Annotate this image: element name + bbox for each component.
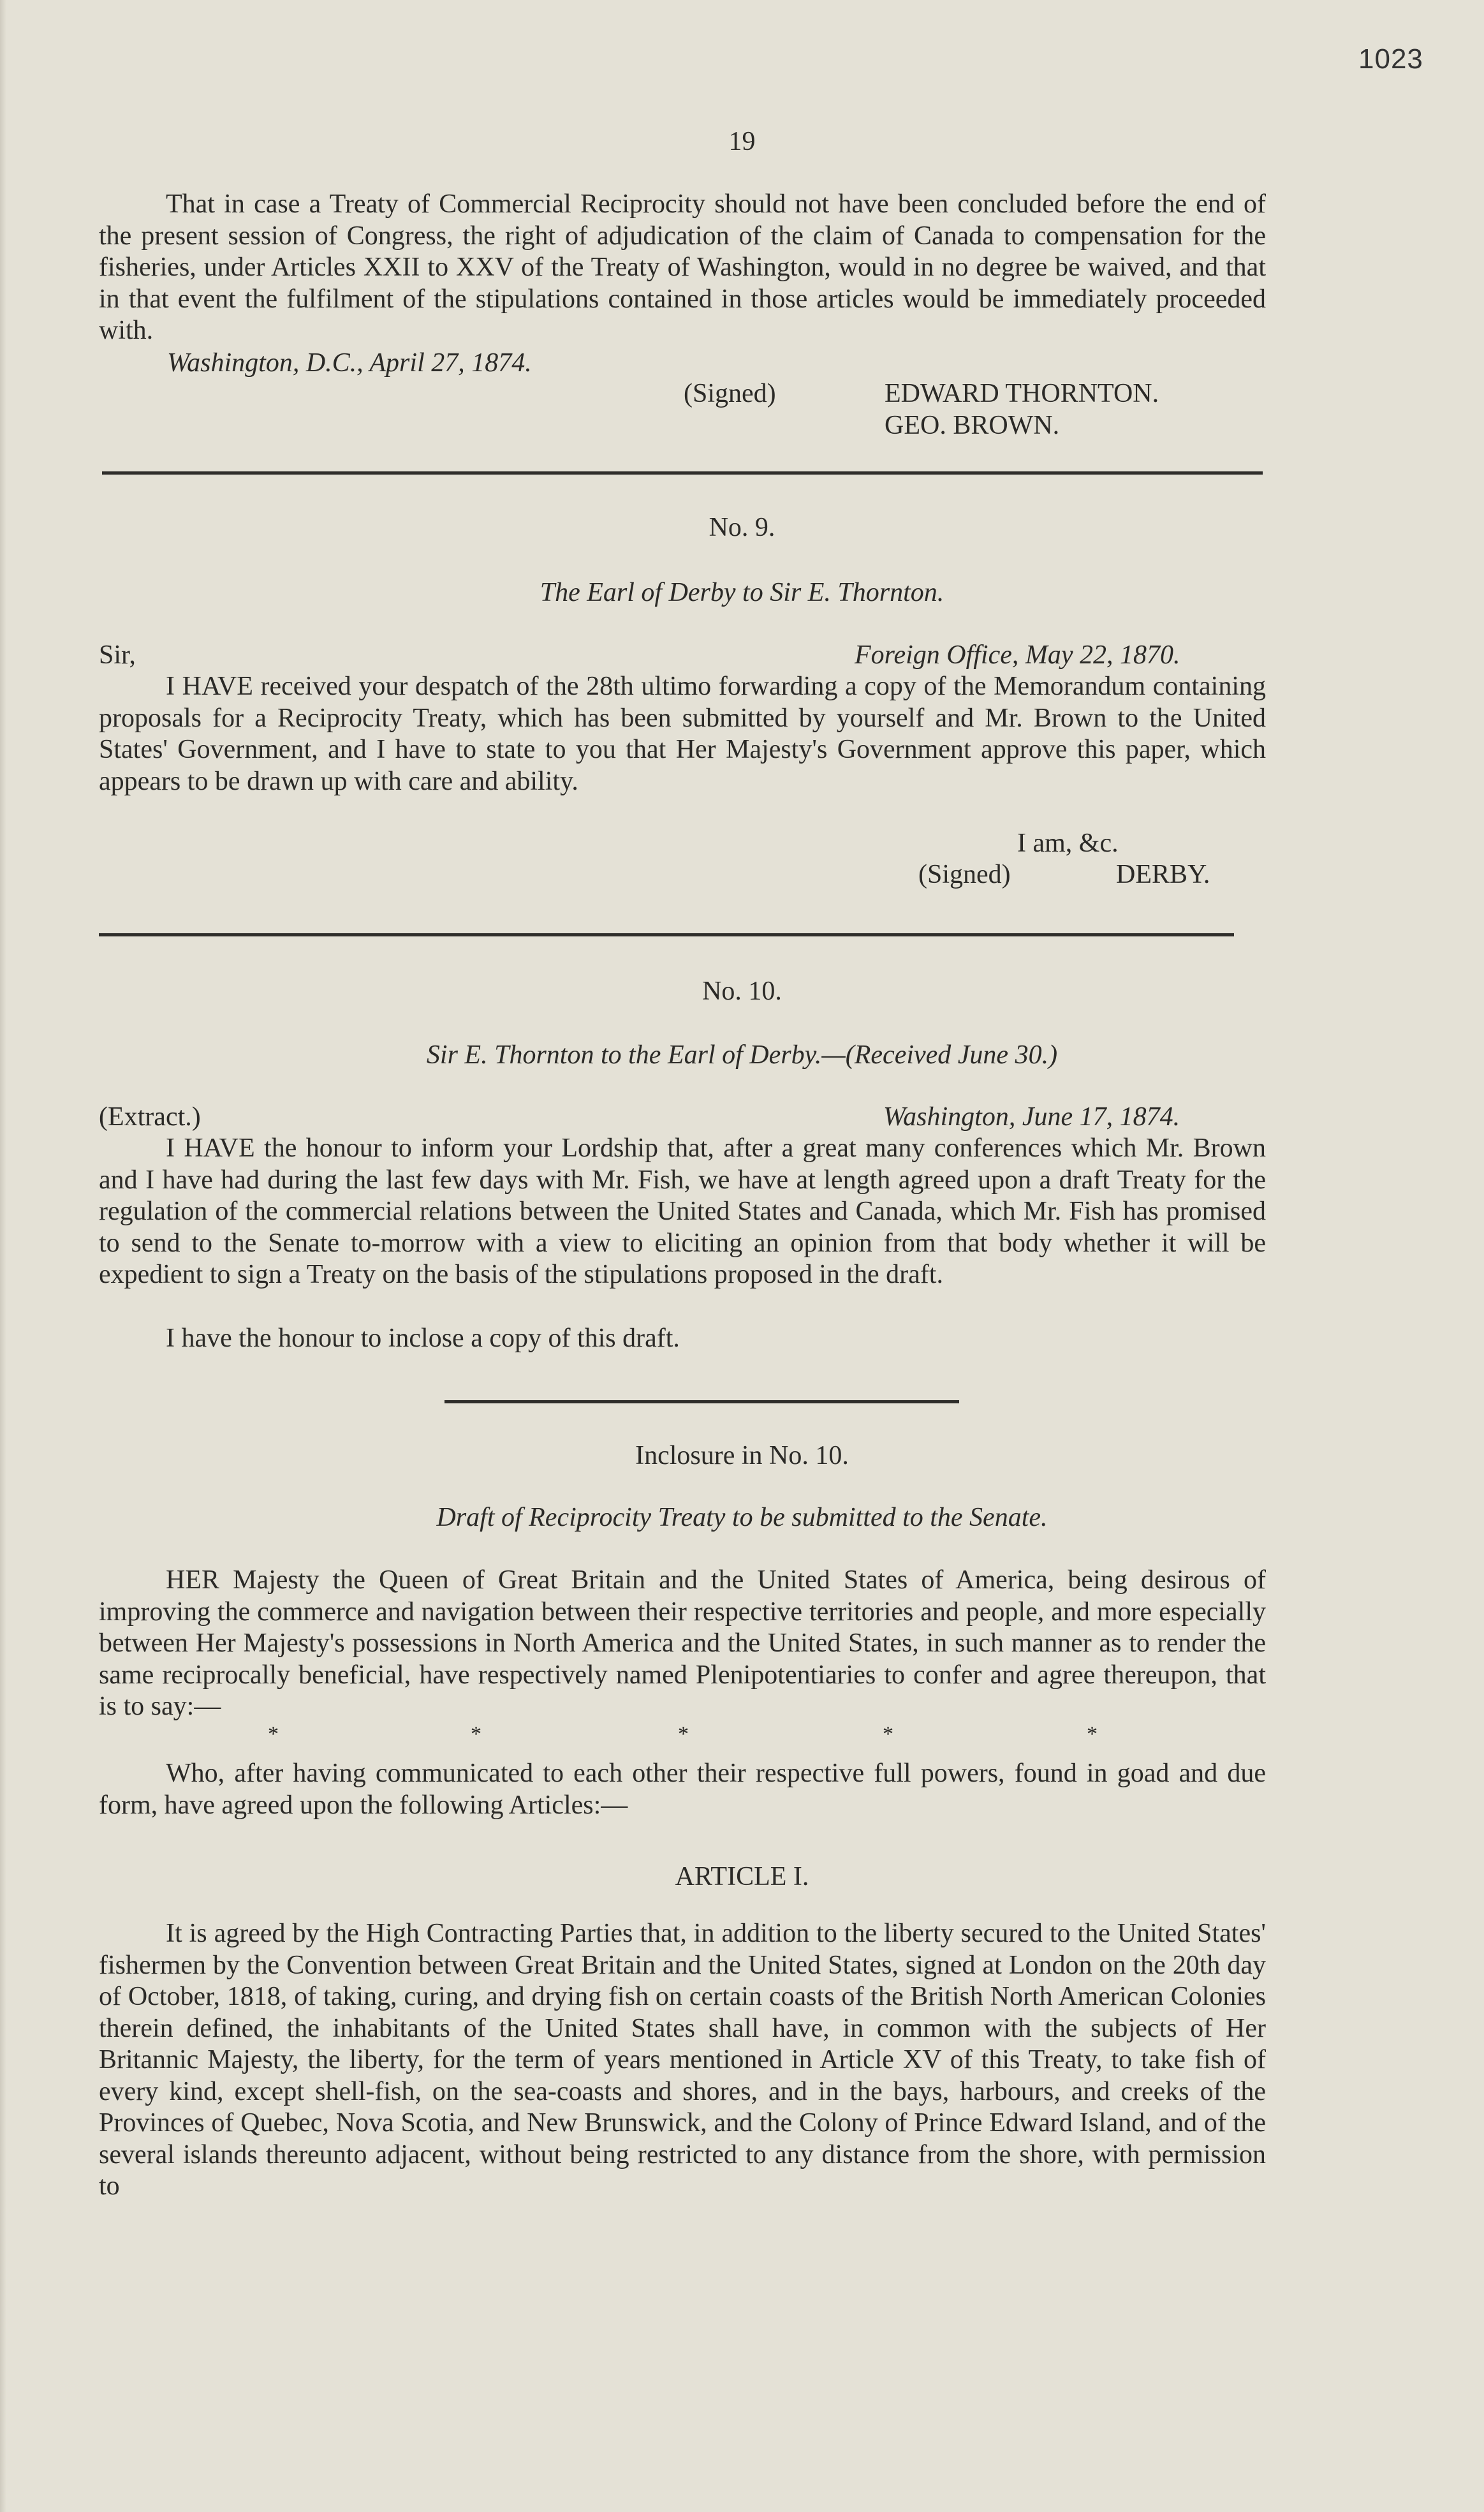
no10-body-2: I have the honour to inclose a copy of this draft. <box>166 1324 680 1353</box>
no9-heading: No. 9. <box>709 513 775 542</box>
no9-body-block <box>99 671 1266 797</box>
page-stamp: 1023 <box>1358 43 1423 75</box>
article-text-block <box>99 1918 1266 2203</box>
star-mark: * <box>1087 1722 1098 1746</box>
no10-body: I HAVE the honour to inform your Lordship that, after a great many conferences which Mr. Brown and I have had during the last few days with Mr. Fish, we have at length agreed upon a draft Treaty for the regulation of the commercial relations between the United States and Canada, which Mr. Fish has promised to send to the Senate to-morrow with a view to eliciting an opinion from that body whether it will be expedient to sign a Treaty on the basis of the stipulations proposed in the draft. <box>99 1134 1266 1289</box>
no9-body: I HAVE received your despatch of the 28th ultimo forwarding a copy of the Memorandum containing proposals for a Reciprocity Treaty, which has been submitted by yourself and Mr. Brown to the United States' Government, and I have to state to you that Her Majesty's Government approve this paper, which appears to be drawn up with care and ability. <box>99 672 1266 796</box>
inclosure-powers-block <box>99 1758 1266 1821</box>
section-divider <box>99 933 1234 936</box>
no10-heading: No. 10. <box>702 977 782 1006</box>
ellipsis-stars <box>0 1722 1484 1748</box>
section-divider-short <box>444 1400 959 1403</box>
article-text: It is agreed by the High Contracting Parties that, in addition to the liberty secured to the United States' fishermen by the Convention between Great Britain and the United States, signed at London on the 20th day of October, 1818, of taking, curing, and drying fish on certain coasts of the British North American Colonies therein defined, the inhabitants of the United States shall have, in common with the subjects of Her Britannic Majesty, the liberty, for the term of years mentioned in Article XV of this Treaty, to take fish of every kind, except shell-fish, on the sea-coasts and shores, and in the bays, harbours, and creeks of the Provinces of Quebec, Nova Scotia, and New Brunswick, and the Colony of Prince Edward Island, and of the several islands thereunto adjacent, without being restricted to any distance from the shore, with permission to <box>99 1919 1266 2201</box>
star-mark: * <box>678 1722 689 1746</box>
no10-extract-label: (Extract.) <box>99 1102 201 1132</box>
no10-subheading: Sir E. Thornton to the Earl of Derby.—(Received June 30.) <box>426 1040 1058 1070</box>
inclosure-powers: Who, after having communicated to each other their respective full powers, found in goad and due form, have agreed upon the following Articles:— <box>99 1759 1266 1820</box>
no9-signed-label: (Signed) <box>918 860 1011 889</box>
opening-paragraph: That in case a Treaty of Commercial Reciprocity should not have been concluded before the end of the present session of Congress, the right of adjudication of the claim of Canada to compensation for the fisheries, under Articles XXII to XXV of the Treaty of Washington, would in no degree be waived, and that in that event the fulfilment of the stipulations contained in those articles would be immediately proceeded with. <box>99 189 1266 345</box>
inclosure-heading: Inclosure in No. 10. <box>635 1441 849 1470</box>
article-heading: ARTICLE I. <box>675 1862 809 1891</box>
star-mark: * <box>471 1722 481 1746</box>
no9-subheading: The Earl of Derby to Sir E. Thornton. <box>540 578 944 607</box>
opening-paragraph-block <box>99 189 1266 347</box>
page-edge <box>0 0 6 2512</box>
page-number: 19 <box>728 127 756 156</box>
no9-closing: I am, &c. <box>1017 829 1119 858</box>
signatory-brown: GEO. BROWN. <box>885 411 1060 440</box>
no10-dateline: Washington, June 17, 1874. <box>883 1102 1180 1132</box>
no9-signatory: DERBY. <box>1116 860 1210 889</box>
no10-body-block <box>99 1133 1266 1291</box>
inclosure-preamble-block <box>99 1565 1266 1723</box>
section-divider <box>102 471 1263 475</box>
star-mark: * <box>883 1722 893 1746</box>
no9-dateline: Foreign Office, May 22, 1870. <box>855 640 1180 670</box>
opening-dateline: Washington, D.C., April 27, 1874. <box>167 348 532 378</box>
inclosure-preamble: HER Majesty the Queen of Great Britain and the United States of America, being desirous of improving the commerce and navigation between their respective territories and people, and more especially between Her Majesty's possessions in North America and the United States, in such manner as to render the same reciprocally beneficial, have respectively named Plenipotentiaries to confer and agree thereupon, that is to say:— <box>99 1565 1266 1721</box>
no9-salutation: Sir, <box>99 640 136 670</box>
signatory-thornton: EDWARD THORNTON. <box>885 379 1159 408</box>
opening-signed-label: (Signed) <box>684 379 776 408</box>
star-mark: * <box>268 1722 279 1746</box>
inclosure-subheading: Draft of Reciprocity Treaty to be submitted to the Senate. <box>436 1503 1048 1532</box>
